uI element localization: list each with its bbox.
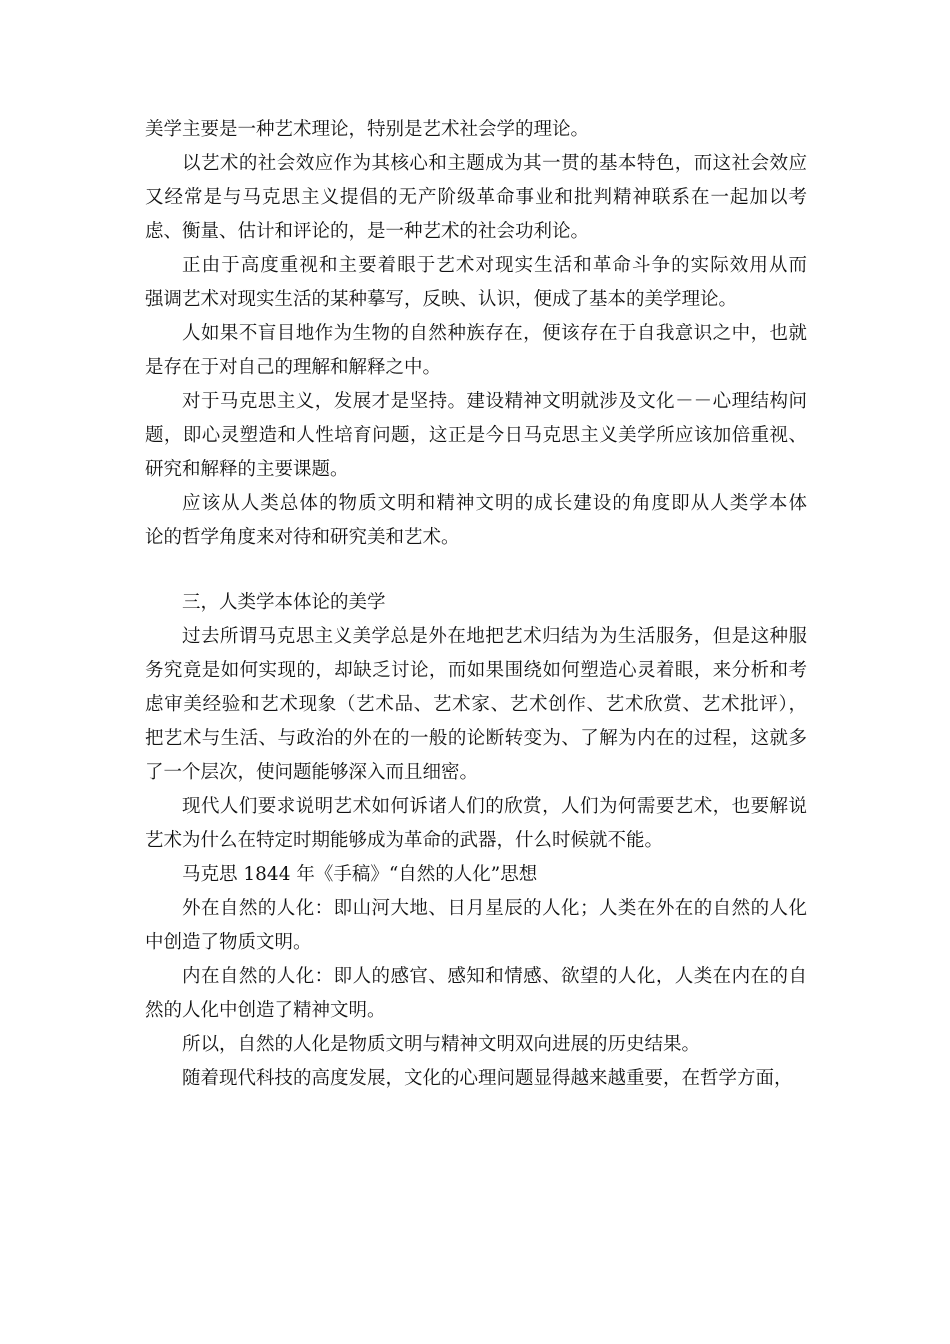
paragraph-7	[145, 620, 807, 790]
text-line: 外在自然的人化：即山河大地、日月星辰的人化；人类在外在的自然的人化	[182, 898, 807, 919]
paragraph-10	[145, 892, 807, 960]
text-line: 题，即心灵塑造和人性培育问题，这正是今日马克思主义美学所应该加倍重视、	[145, 425, 807, 446]
paragraph-2	[145, 147, 807, 249]
text-line: 中创造了物质文明。	[145, 932, 312, 953]
paragraph-8	[145, 790, 807, 858]
text-line: 所以，自然的人化是物质文明与精神文明双向进展的历史结果。	[182, 1034, 701, 1055]
document-page	[145, 113, 807, 1096]
text-line: 过去所谓马克思主义美学总是外在地把艺术归结为为生活服务，但是这种服	[182, 626, 807, 647]
text-line: 然的人化中创造了精神文明。	[145, 1000, 386, 1021]
text-line: 了一个层次，使问题能够深入而且细密。	[145, 762, 479, 783]
paragraph-3	[145, 249, 807, 317]
text-line: 以艺术的社会效应作为其核心和主题成为其一贯的基本特色，而这社会效应	[182, 153, 807, 174]
text-line: 随着现代科技的高度发展，文化的心理问题显得越来越重要，在哲学方面，	[182, 1068, 793, 1089]
text-line: 现代人们要求说明艺术如何诉诸人们的欣赏，人们为何需要艺术，也要解说	[182, 796, 807, 817]
text-line: 论的哲学角度来对待和研究美和艺术。	[145, 527, 460, 548]
text-line: 务究竟是如何实现的，却缺乏讨论，而如果围绕如何塑造心灵着眼，来分析和考	[145, 660, 807, 681]
text-line: 又经常是与马克思主义提倡的无产阶级革命事业和批判精神联系在一起加以考	[145, 187, 807, 208]
paragraph-1	[145, 113, 807, 147]
text-line: 虑审美经验和艺术现象（艺术品、艺术家、艺术创作、艺术欣赏、艺术批评），	[145, 694, 807, 715]
paragraph-5	[145, 385, 807, 487]
paragraph-6	[145, 487, 807, 555]
paragraph-9	[145, 858, 807, 892]
text-line: 美学主要是一种艺术理论，特别是艺术社会学的理论。	[145, 119, 590, 140]
paragraph-12	[145, 1028, 807, 1062]
section-heading: 三，人类学本体论的美学	[182, 592, 386, 613]
section-gap	[145, 555, 807, 586]
paragraph-13	[145, 1062, 807, 1096]
text-line: 艺术为什么在特定时期能够成为革命的武器，什么时候就不能。	[145, 830, 664, 851]
text-line: 应该从人类总体的物质文明和精神文明的成长建设的角度即从人类学本体	[182, 493, 807, 514]
text-line: 把艺术与生活、与政治的外在的一般的论断转变为、了解为内在的过程，这就多	[145, 728, 807, 749]
text-line: 马克思 1844 年《手稿》“自然的人化”思想	[182, 864, 538, 885]
text-line: 是存在于对自己的理解和解释之中。	[145, 357, 442, 378]
text-line: 虑、衡量、估计和评论的，是一种艺术的社会功利论。	[145, 221, 590, 242]
text-line: 对于马克思主义，发展才是坚持。建设精神文明就涉及文化－－心理结构问	[182, 391, 807, 412]
text-line: 内在自然的人化：即人的感官、感知和情感、欲望的人化，人类在内在的自	[182, 966, 807, 987]
text-line: 人如果不盲目地作为生物的自然种族存在，便该存在于自我意识之中，也就	[182, 323, 807, 344]
text-line: 研究和解释的主要课题。	[145, 459, 349, 480]
text-line: 强调艺术对现实生活的某种摹写，反映、认识，便成了基本的美学理论。	[145, 289, 738, 310]
paragraph-4	[145, 317, 807, 385]
paragraph-11	[145, 960, 807, 1028]
text-line: 正由于高度重视和主要着眼于艺术对现实生活和革命斗争的实际效用从而	[182, 255, 807, 276]
